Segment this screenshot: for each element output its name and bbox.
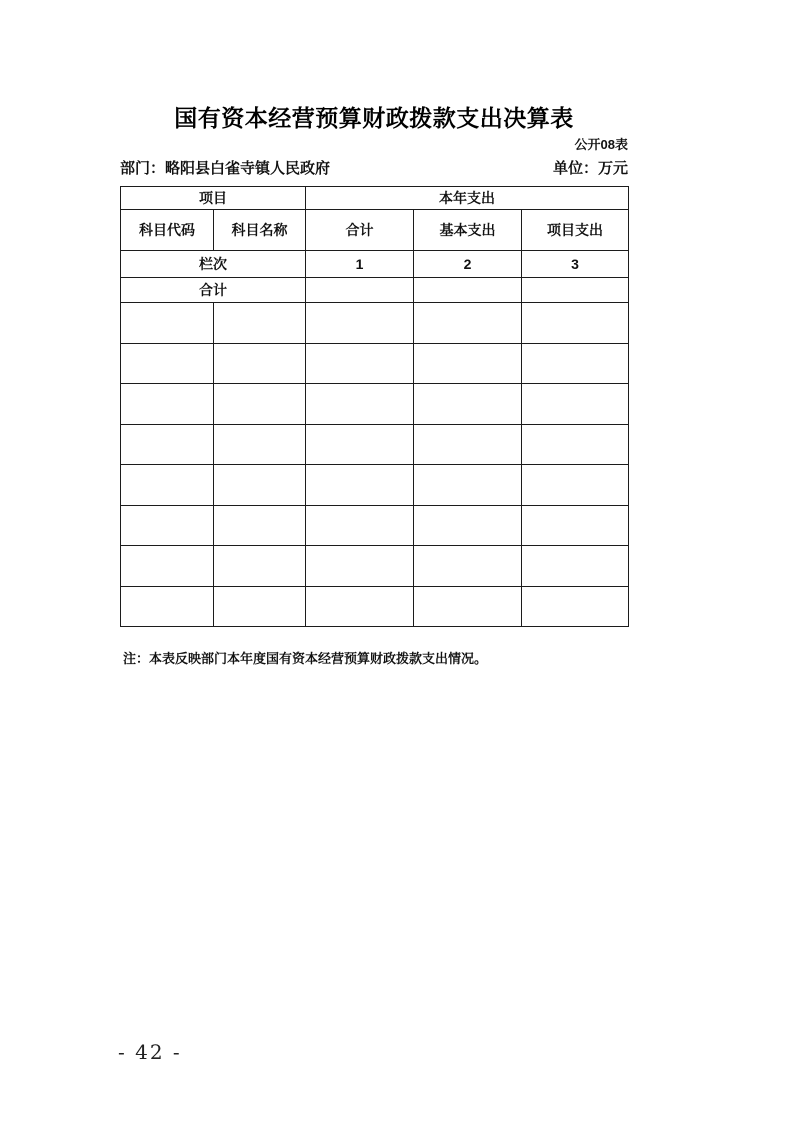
header-item-group-cell: 项目: [121, 187, 306, 210]
empty-table-row: [121, 505, 629, 546]
empty-table-cell: [306, 343, 414, 384]
index-row-label-cell: 栏次: [121, 251, 306, 278]
empty-table-cell: [214, 384, 306, 425]
col-header-project-expenditure: 项目支出: [522, 210, 629, 251]
page-title: 国有资本经营预算财政拨款支出决算表: [174, 105, 574, 131]
column-index-row: [121, 251, 629, 278]
empty-table-cell: [214, 343, 306, 384]
empty-table-cell: [214, 505, 306, 546]
empty-table-cell: [121, 546, 214, 587]
empty-table-cell: [522, 586, 629, 627]
empty-table-cell: [306, 546, 414, 587]
total-row: [121, 278, 629, 303]
header-columns-row: [121, 210, 629, 251]
empty-table-cell: [121, 303, 214, 344]
empty-table-row: [121, 384, 629, 425]
department-label: 部门：略阳县白雀寺镇人民政府: [120, 160, 331, 177]
empty-table-row: [121, 586, 629, 627]
empty-table-cell: [306, 586, 414, 627]
col-header-subject-code: 科目代码: [121, 210, 214, 251]
empty-table-cell: [522, 546, 629, 587]
index-value-cell: 2: [414, 251, 522, 278]
empty-table-cell: [522, 505, 629, 546]
empty-table-cell: [522, 384, 629, 425]
col-header-subject-name: 科目名称: [214, 210, 306, 251]
empty-table-cell: [121, 465, 214, 506]
empty-table-cell: [522, 465, 629, 506]
meta-row: [120, 157, 628, 178]
empty-table-row: [121, 303, 629, 344]
empty-table-cell: [414, 546, 522, 587]
index-value-cell: 1: [306, 251, 414, 278]
empty-table-cell: [121, 384, 214, 425]
empty-table-cell: [306, 424, 414, 465]
empty-table-row: [121, 546, 629, 587]
empty-table-cell: [414, 424, 522, 465]
empty-table-cell: [306, 465, 414, 506]
empty-table-cell: [121, 505, 214, 546]
table-body: [121, 303, 629, 627]
index-value-cell: 3: [522, 251, 629, 278]
empty-table-cell: [522, 343, 629, 384]
empty-table-cell: [414, 303, 522, 344]
col-header-basic-expenditure: 基本支出: [414, 210, 522, 251]
form-code-label: 公开08表: [574, 137, 628, 152]
empty-table-cell: [414, 505, 522, 546]
empty-table-cell: [306, 384, 414, 425]
total-value-basic-cell: [414, 278, 522, 303]
empty-table-cell: [306, 505, 414, 546]
empty-table-cell: [214, 465, 306, 506]
budget-table: [120, 186, 629, 627]
empty-table-cell: [522, 303, 629, 344]
total-value-project-cell: [522, 278, 629, 303]
empty-table-row: [121, 424, 629, 465]
col-header-total: 合计: [306, 210, 414, 251]
empty-table-cell: [121, 343, 214, 384]
total-value-total-cell: [306, 278, 414, 303]
table-note: 注：本表反映部门本年度国有资本经营预算财政拨款支出情况。: [123, 651, 488, 666]
empty-table-cell: [306, 303, 414, 344]
empty-table-cell: [214, 424, 306, 465]
page-number: - 42 -: [118, 1040, 182, 1064]
empty-table-cell: [522, 424, 629, 465]
empty-table-cell: [414, 343, 522, 384]
empty-table-row: [121, 465, 629, 506]
empty-table-cell: [414, 465, 522, 506]
empty-table-cell: [121, 424, 214, 465]
empty-table-cell: [214, 546, 306, 587]
header-current-year-group-cell: 本年支出: [306, 187, 629, 210]
empty-table-cell: [214, 586, 306, 627]
empty-table-row: [121, 343, 629, 384]
empty-table-cell: [414, 586, 522, 627]
empty-table-cell: [121, 586, 214, 627]
header-group-row: [121, 187, 629, 210]
empty-table-cell: [214, 303, 306, 344]
total-row-label-cell: 合计: [121, 278, 306, 303]
empty-table-cell: [414, 384, 522, 425]
unit-label: 单位：万元: [552, 160, 628, 177]
